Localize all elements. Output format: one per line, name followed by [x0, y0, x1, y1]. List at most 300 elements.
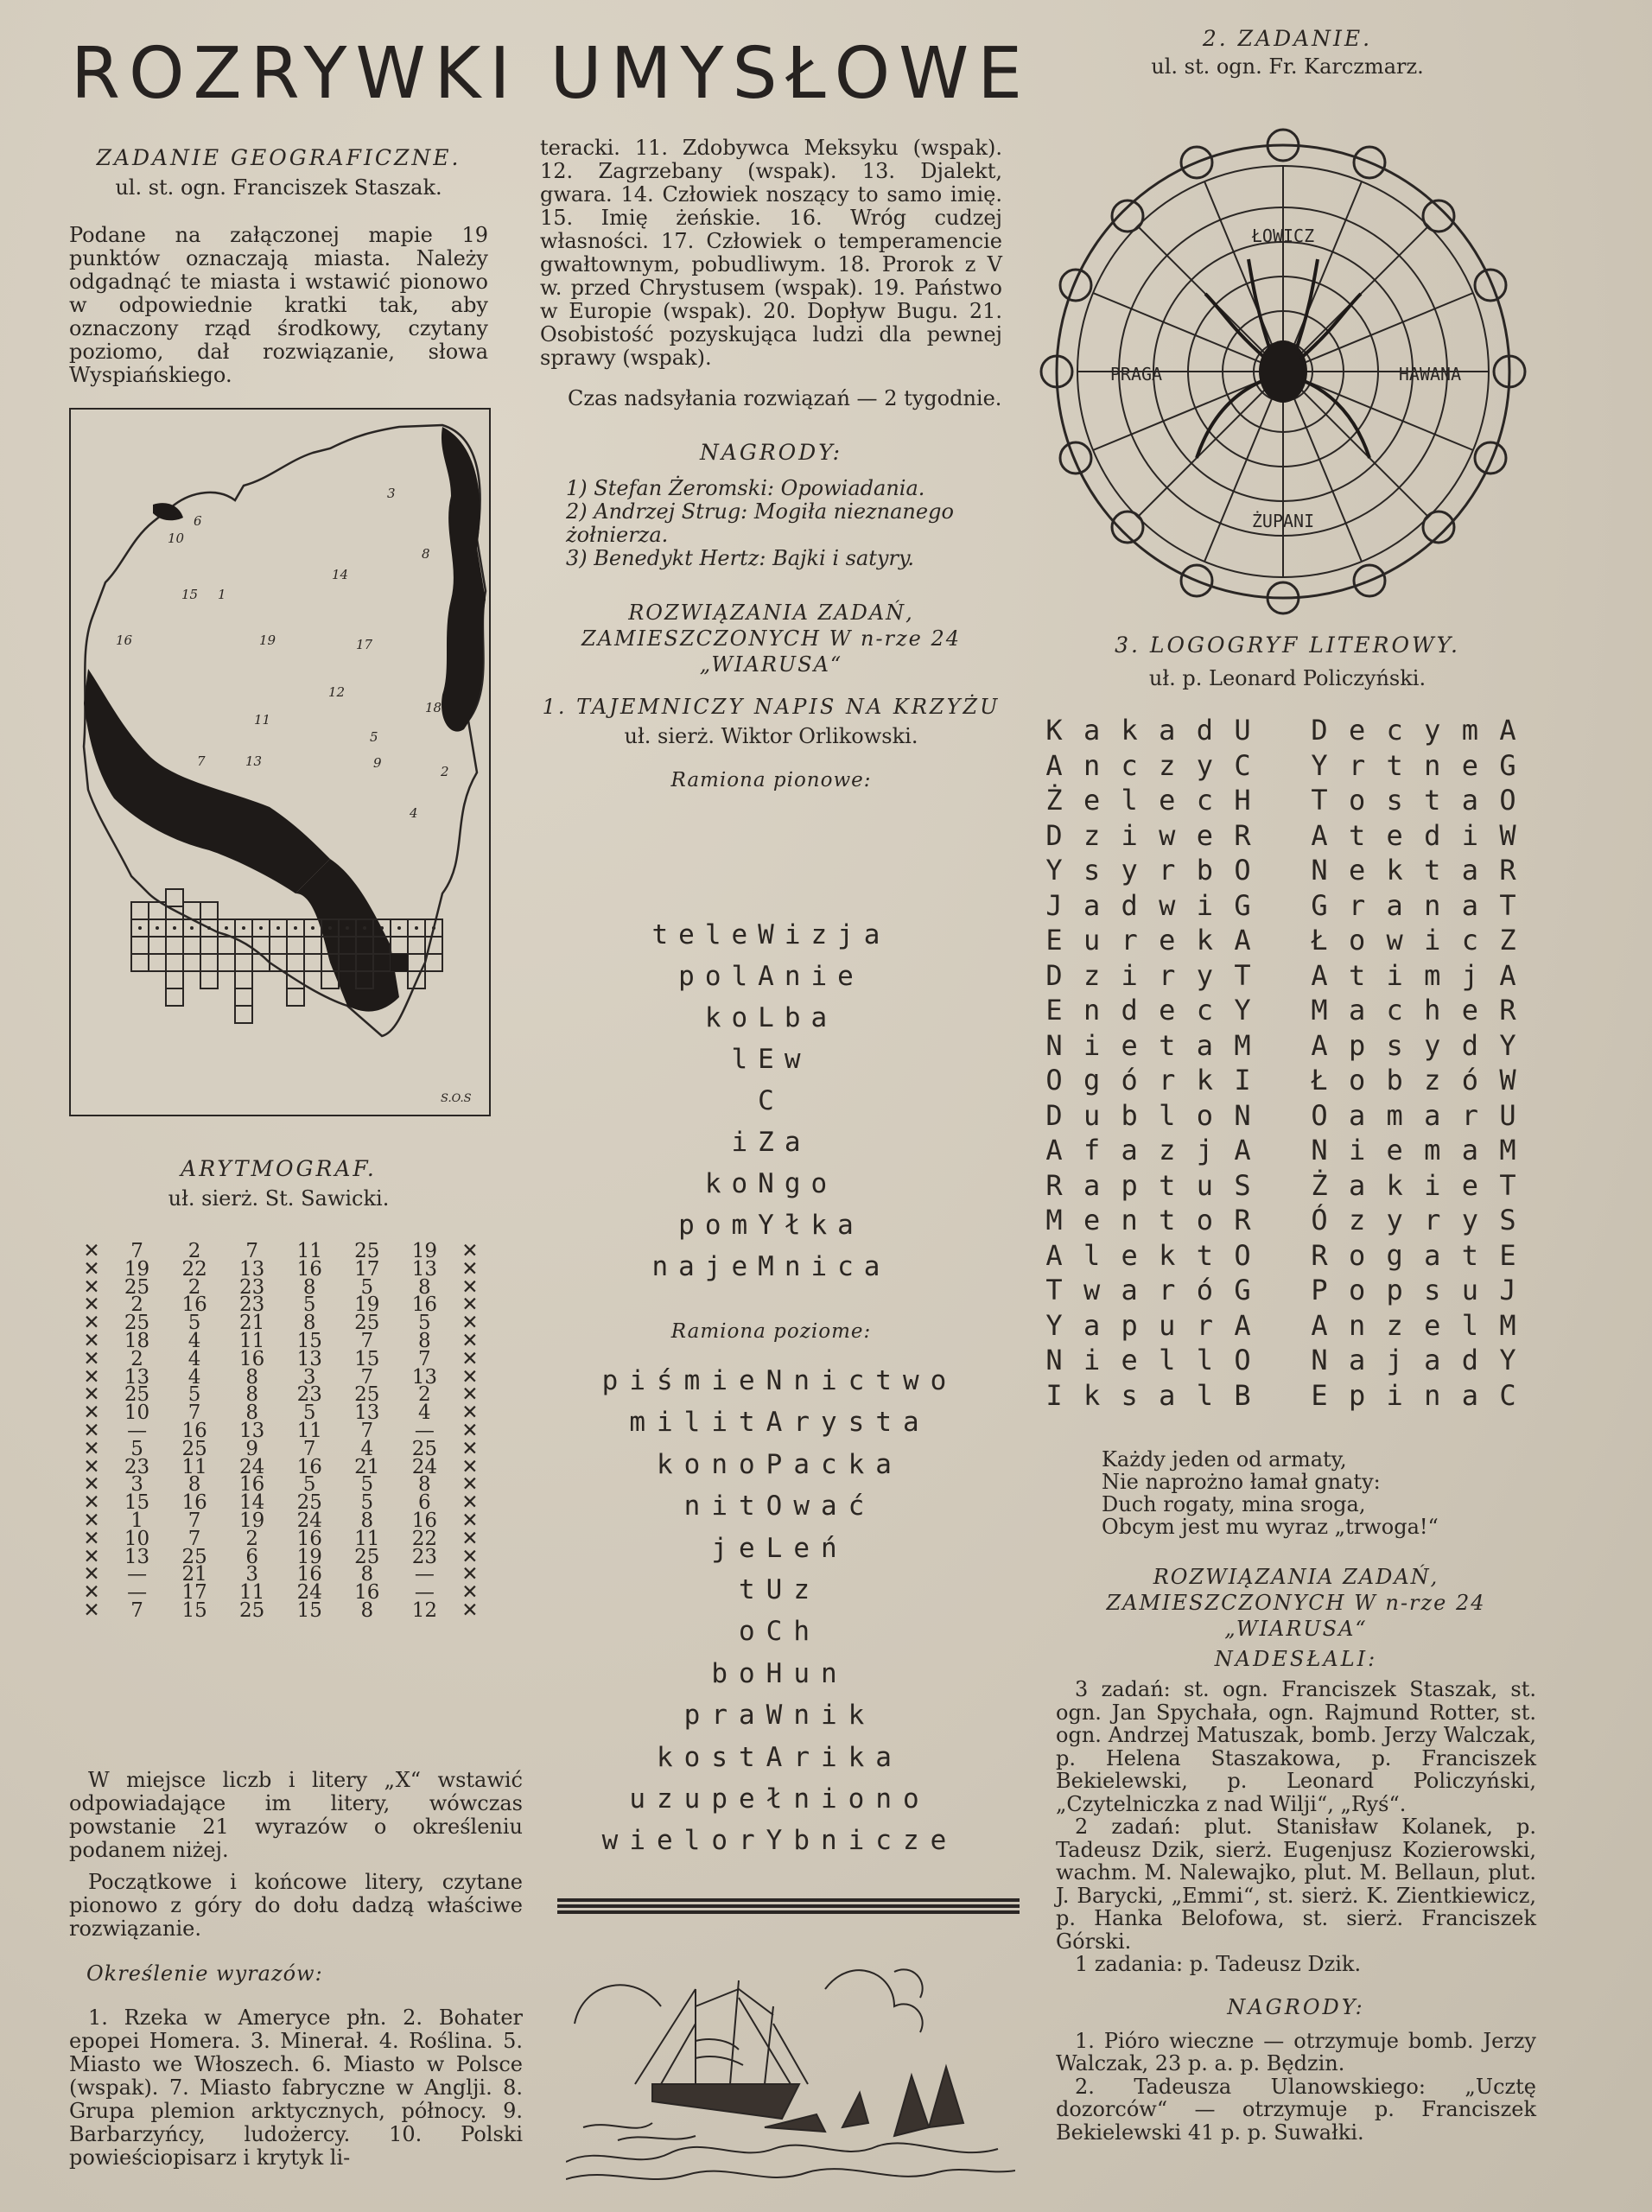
logogryf-letter: n [1424, 748, 1441, 782]
x-mark: ✕ [461, 1312, 479, 1335]
number-cell: 16 [296, 1527, 322, 1550]
logogryf-letter: e [1083, 784, 1101, 817]
logogryf-letter: t [1348, 818, 1366, 852]
number-cell: 25 [354, 1312, 380, 1335]
number-cell: 16 [411, 1509, 438, 1532]
number-cell: — [414, 1581, 435, 1605]
svg-text:PRAGA: PRAGA [1109, 364, 1163, 385]
number-cell: 7 [130, 1240, 143, 1262]
number-cell: 25 [181, 1437, 207, 1460]
map-point: 9 [373, 755, 382, 771]
number-cell: 19 [296, 1545, 322, 1568]
x-mark: ✕ [461, 1545, 479, 1568]
logogryf-letter: t [1348, 958, 1366, 992]
number-cell: 2 [187, 1275, 201, 1299]
logogryf-letter: M [1499, 1134, 1516, 1166]
logogryf-letter: n [1424, 888, 1441, 922]
definitions-continued [540, 137, 1002, 791]
logogryf-letter: R [1234, 818, 1251, 852]
logogryf-right-column [1306, 714, 1521, 1414]
number-cell: 8 [187, 1473, 201, 1497]
logogryf-letter: e [1159, 784, 1176, 817]
x-mark: ✕ [83, 1473, 100, 1497]
number-cell: 19 [124, 1257, 150, 1281]
logogryf-letter: s [1121, 1378, 1138, 1412]
x-mark: ✕ [461, 1329, 479, 1352]
number-cell: 4 [360, 1437, 374, 1460]
logogryf-letter: a [1159, 714, 1176, 747]
svg-text:HAWANA: HAWANA [1398, 364, 1462, 385]
logogryf-letter: d [1121, 888, 1138, 922]
logogryf-word [1306, 1379, 1521, 1414]
logogryf-letter: c [1121, 748, 1138, 782]
logogryf-letter: b [1386, 1064, 1403, 1096]
logogryf-word [1306, 1064, 1521, 1099]
number-cell: 5 [302, 1402, 316, 1425]
number-cell: 13 [124, 1365, 150, 1389]
number-cell: 24 [296, 1581, 322, 1605]
x-mark: ✕ [461, 1365, 479, 1389]
logogryf-letter: U [1499, 1098, 1516, 1132]
logogryf-letter: I [1234, 1064, 1251, 1096]
logogryf-letter: m [1424, 958, 1441, 992]
logogryf-letter: p [1121, 1168, 1138, 1202]
map-point: 15 [181, 587, 199, 602]
number-cell: 7 [360, 1365, 374, 1389]
cross-heading: 1. TAJEMNICZY NAPIS NA KRZYŻU [542, 695, 1001, 719]
vertical-heading: Ramiona pionowe: [670, 769, 872, 791]
logogryf-letter: s [1083, 854, 1101, 887]
number-cell: 13 [239, 1257, 265, 1281]
logogryf-word [1306, 1169, 1521, 1205]
x-mark: ✕ [461, 1402, 479, 1425]
logogryf-letter: n [1083, 994, 1101, 1027]
number-cell: 7 [302, 1437, 316, 1460]
logogryf-letter: R [1499, 994, 1516, 1027]
logogryf-letter: r [1159, 854, 1176, 887]
cross-author: uł. sierż. Wiktor Orlikowski. [624, 724, 918, 748]
number-cell: 11 [181, 1455, 207, 1478]
logogryf-letter: o [1348, 784, 1366, 817]
number-cell: 8 [245, 1402, 258, 1425]
number-cell: 2 [187, 1240, 201, 1262]
logogryf-letter: a [1159, 1378, 1176, 1412]
number-cell: 19 [354, 1294, 380, 1317]
logogryf-letter: d [1461, 1344, 1478, 1376]
number-cell: 16 [354, 1581, 380, 1605]
logogryf-letter: w [1159, 888, 1176, 922]
number-cell: 16 [411, 1294, 438, 1317]
map-point: 14 [332, 567, 349, 582]
logogryf-letter: y [1196, 748, 1213, 782]
number-cell: 25 [124, 1383, 150, 1407]
number-cell: 2 [130, 1347, 143, 1370]
logogryf-letter: e [1461, 748, 1478, 782]
number-cell: 18 [124, 1329, 150, 1352]
number-cell: 15 [124, 1491, 150, 1515]
number-cell: 16 [239, 1473, 265, 1497]
senders-two: 2 zadań: plut. Stanisław Kolanek, p. Tadeusz Dzik, sierż. Eugenjusz Kozierowski, wachm. M. Nalewajko, plut. M. Bellaun, plut. J. Barycki, „Emmi“, st. sierż. K. Zientkiewicz, p. Hanka Belofowa, st. sierż. Franciszek Górski. [1056, 1815, 1536, 1954]
logogryf-letter: y [1196, 958, 1213, 992]
logogryf-word [1306, 994, 1521, 1029]
logogryf-letter: A [1499, 958, 1516, 992]
logogryf-letter: u [1159, 1308, 1176, 1342]
number-cell: 8 [418, 1329, 431, 1352]
logogryf-letter: l [1159, 1098, 1176, 1132]
logogryf-letter: y [1386, 1204, 1403, 1236]
x-mark: ✕ [461, 1509, 479, 1532]
logogryf-letter: D [1311, 714, 1328, 747]
logogryf-letter: N [1234, 1098, 1251, 1132]
logogryf-letter: a [1348, 1168, 1366, 1202]
logogryf-letter: m [1386, 1098, 1403, 1132]
logogryf-word [1041, 1029, 1255, 1065]
horizontal-heading: Ramiona poziome: [670, 1320, 872, 1343]
logogryf-letter: n [1424, 1378, 1441, 1412]
number-cell: 8 [245, 1365, 258, 1389]
logogryf-word [1041, 1344, 1255, 1379]
prizes2-item2: 2. Tadeusza Ulanowskiego: „Ucztę dozorców“ — otrzymuje p. Franciszek Bekielewski 41 p. p. Suwałki. [1056, 2074, 1536, 2145]
logogryf-word [1306, 1134, 1521, 1169]
logogryf-letter: e [1159, 924, 1176, 957]
logogryf-letter: r [1461, 1098, 1478, 1132]
logogryf-letter: a [1348, 1098, 1366, 1132]
x-mark: ✕ [83, 1275, 100, 1299]
prizes2-item1: 1. Pióro wieczne — otrzymuje bomb. Jerzy Walczak, 23 p. a. p. Będzin. [1056, 2028, 1536, 2075]
logogryf-letter: E [1045, 994, 1063, 1027]
x-mark: ✕ [83, 1455, 100, 1478]
logogryf-header [1028, 632, 1547, 690]
logogryf-letter: f [1083, 1134, 1101, 1166]
horiz-word: jeLeń [711, 1532, 848, 1564]
number-cell: 16 [181, 1419, 207, 1442]
logogryf-letter: G [1234, 888, 1251, 922]
logogryf-letter: e [1121, 1238, 1138, 1272]
number-cell: 23 [411, 1545, 438, 1568]
logogryf-letter: n [1121, 1204, 1138, 1236]
number-cell: 21 [181, 1563, 207, 1586]
number-cell: 5 [187, 1383, 201, 1407]
logogryf-letter: D [1045, 1098, 1063, 1132]
logogryf-letter: r [1159, 1064, 1176, 1096]
prizes-heading: NAGRODY: [699, 440, 843, 465]
logogryf-letter: l [1159, 1344, 1176, 1376]
prize-item: 1) Stefan Żeromski: Opowiadania. [566, 476, 925, 500]
x-mark: ✕ [83, 1509, 100, 1532]
number-cell: 5 [302, 1473, 316, 1497]
number-cell: 7 [360, 1329, 374, 1352]
logogryf-letter: d [1121, 994, 1138, 1027]
logogryf-word [1041, 1309, 1255, 1344]
logogryf-letter: t [1159, 1028, 1176, 1062]
logogryf-letter: e [1196, 818, 1213, 852]
logogryf-letter: G [1234, 1274, 1251, 1306]
logogryf-letter: O [1045, 1064, 1063, 1096]
logogryf-letter: A [1499, 714, 1516, 747]
number-cell: 7 [187, 1402, 201, 1425]
logogryf-letter: g [1386, 1238, 1403, 1272]
logogryf-letter: p [1348, 1028, 1366, 1062]
logogryf-letter: c [1196, 784, 1213, 817]
number-cell: 13 [239, 1419, 265, 1442]
number-cell: 25 [354, 1383, 380, 1407]
number-cell: 13 [354, 1402, 380, 1425]
number-cell: 7 [130, 1599, 143, 1622]
logogryf-letter: i [1121, 818, 1138, 852]
logogryf-letter: r [1121, 924, 1138, 957]
number-cell: 23 [296, 1383, 322, 1407]
logogryf-letter: A [1311, 1028, 1328, 1062]
logogryf-letter: T [1499, 1168, 1516, 1202]
logogryf-letter: y [1424, 714, 1441, 747]
logogryf-letter: Y [1499, 1344, 1516, 1376]
number-cell: 8 [360, 1509, 374, 1532]
logogryf-letter: r [1348, 748, 1366, 782]
number-cell: 5 [360, 1275, 374, 1299]
logogryf-letter: s [1424, 1274, 1441, 1306]
logogryf-letter: K [1045, 714, 1063, 747]
senders-one: 1 zadania: p. Tadeusz Dzik. [1075, 1952, 1362, 1976]
logogryf-letter: a [1083, 1168, 1101, 1202]
spider-web-puzzle [1032, 121, 1534, 622]
logogryf-letter: i [1121, 958, 1138, 992]
x-mark: ✕ [83, 1347, 100, 1370]
geo-author: ul. st. ogn. Franciszek Staszak. [115, 175, 442, 200]
prize-item: 3) Benedykt Hertz: Bajki i satyry. [566, 546, 914, 570]
number-cell: 23 [239, 1275, 265, 1299]
logogryf-letter: j [1196, 1134, 1213, 1166]
logogryf-letter: z [1159, 1134, 1176, 1166]
horiz-word: uzupełniono [629, 1783, 931, 1815]
logogryf-letter: t [1424, 854, 1441, 887]
x-mark: ✕ [83, 1240, 100, 1262]
number-cell: 5 [130, 1437, 143, 1460]
logogryf-letter: t [1196, 1238, 1213, 1272]
x-mark: ✕ [83, 1294, 100, 1317]
number-cell: 25 [296, 1491, 322, 1515]
logogryf-letter: G [1499, 748, 1516, 782]
number-cell: 7 [187, 1527, 201, 1550]
logogryf-word [1041, 749, 1255, 785]
number-cell: 15 [296, 1329, 322, 1352]
definitions-part2: teracki. 11. Zdobywca Meksyku (wspak). 12. Zagrzebany (wspak). 13. Djalekt, gwara. 14. Człowiek noszący to samo imię. 15. Imię żeńskie. 16. Wróg cudzej własności. 17. Człowiek o temperamencie gwałtownym, pobudliwym. 18. Prorok z V w. przed Chrystusem (wspak). 19. Państwo w Europie (wspak). 20. Dopływ Bugu. 21. Osobistość pozyskująca ludzi dla pewnej sprawy (wspak). [540, 136, 1002, 370]
logogryf-letter: S [1499, 1204, 1516, 1236]
logogryf-letter: e [1121, 1028, 1138, 1062]
logogryf-letter: n [1083, 748, 1101, 782]
logogryf-letter: z [1083, 818, 1101, 852]
arytmograf-author: uł. sierż. St. Sawicki. [168, 1186, 390, 1211]
zadanie2-author: ul. st. ogn. Fr. Karczmarz. [1151, 54, 1424, 79]
logogryf-letter: p [1121, 1308, 1138, 1342]
definitions-part1: 1. Rzeka w Ameryce płn. 2. Bohater epopei Homera. 3. Minerał. 4. Roślina. 5. Miasto we Włoszech. 6. Miasto w Polsce (wspak). 7. Miasto fabryczne w Anglji. 8. Grupa plemion arktycznych, północy. 9. Barbarzyńcy, ludożercy. 10. Polski powieściopisarz i krytyk li- [69, 2005, 523, 2170]
map-point: 7 [197, 753, 206, 769]
logogryf-letter: s [1386, 784, 1403, 817]
logogryf-letter: e [1159, 994, 1176, 1027]
definitions-heading: Określenie wyrazów: [86, 1961, 323, 1986]
logogryf-letter: b [1121, 1098, 1138, 1132]
number-cell: 15 [181, 1599, 207, 1622]
logogryf-word [1306, 819, 1521, 855]
logogryf-letter: a [1461, 854, 1478, 887]
horiz-word: oCh [739, 1616, 821, 1648]
number-cell: 17 [354, 1257, 380, 1281]
poem-line: Obcym jest mu wyraz „trwoga!“ [1102, 1515, 1439, 1539]
logogryf-word [1306, 1274, 1521, 1309]
logogryf-letter: a [1461, 888, 1478, 922]
logogryf-word [1306, 749, 1521, 785]
logogryf-letter: e [1083, 1204, 1101, 1236]
number-cell: 6 [418, 1491, 431, 1515]
logogryf-letter: z [1386, 1308, 1403, 1342]
number-cell: 25 [354, 1545, 380, 1568]
horiz-word: piśmieNnictwo [601, 1365, 958, 1396]
logogryf-letter: E [1499, 1238, 1516, 1272]
logogryf-letter: E [1045, 924, 1063, 957]
number-cell: 11 [239, 1581, 265, 1605]
number-cell: 6 [245, 1545, 258, 1568]
horiz-word: boHun [711, 1657, 848, 1689]
logogryf-letter: W [1499, 1064, 1516, 1096]
logogryf-word [1306, 1309, 1521, 1344]
logogryf-letter: A [1311, 818, 1328, 852]
number-cell: 17 [181, 1581, 207, 1605]
arytmograf-instr1: W miejsce liczb i litery „X“ wstawić odpowiadające im litery, wówczas powstanie 21 wyrazów o określeniu podanem niżej. [69, 1768, 523, 1862]
logogryf-letter: O [1234, 854, 1251, 887]
logogryf-letter: a [1083, 888, 1101, 922]
number-cell: 5 [360, 1473, 374, 1497]
x-mark: ✕ [83, 1312, 100, 1335]
logogryf-word [1306, 784, 1521, 819]
logogryf-letter: O [1499, 784, 1516, 817]
logogryf-word [1306, 924, 1521, 959]
number-cell: 11 [296, 1419, 322, 1442]
geo-map [69, 408, 491, 1116]
decorative-rules [557, 1896, 1020, 1916]
logogryf-letter: e [1461, 994, 1478, 1027]
logogryf-letter: i [1386, 1378, 1403, 1412]
logogryf-word [1041, 714, 1255, 749]
zadanie2-header [1028, 26, 1547, 79]
logogryf-letter: l [1196, 1378, 1213, 1412]
logogryf-letter: i [1424, 924, 1441, 957]
logogryf-letter: ó [1196, 1274, 1213, 1306]
logogryf-word [1041, 854, 1255, 889]
number-cell: 22 [181, 1257, 207, 1281]
logogryf-letter: s [1386, 1028, 1403, 1062]
x-mark: ✕ [83, 1527, 100, 1550]
logogryf-letter: Ż [1311, 1168, 1328, 1202]
map-point: 11 [254, 712, 271, 728]
logogryf-letter: R [1311, 1238, 1328, 1272]
x-mark: ✕ [461, 1473, 479, 1497]
logogryf-letter: A [1311, 958, 1328, 992]
number-cell: 2 [418, 1383, 431, 1407]
logogryf-letter: A [1045, 1238, 1063, 1272]
logogryf-letter: O [1234, 1344, 1251, 1376]
logogryf-letter: b [1196, 854, 1213, 887]
logogryf-letter: e [1121, 1344, 1138, 1376]
x-mark: ✕ [83, 1402, 100, 1425]
logogryf-letter: G [1311, 888, 1328, 922]
number-cell: 8 [418, 1275, 431, 1299]
horiz-word: militArysta [629, 1407, 931, 1439]
logogryf-author: uł. p. Leonard Policzyński. [1148, 666, 1426, 690]
logogryf-letter: Y [1499, 1028, 1516, 1062]
logogryf-letter: i [1196, 888, 1213, 922]
number-cell: — [127, 1563, 148, 1586]
horiz-word: tUz [739, 1573, 821, 1605]
number-cell: 16 [296, 1455, 322, 1478]
logogryf-letter: a [1121, 1274, 1138, 1306]
logogryf-letter: d [1461, 1028, 1478, 1062]
logogryf-letter: a [1461, 1134, 1478, 1166]
horiz-word: wielorYbnicze [601, 1825, 958, 1857]
number-cell: 5 [418, 1312, 431, 1335]
arytmograf-instr2: Początkowe i końcowe litery, czytane pionowo z góry do dołu dadzą właściwe rozwiązanie. [69, 1870, 523, 1941]
logogryf-left-column [1041, 714, 1255, 1414]
logogryf-letter: Ł [1311, 924, 1328, 957]
logogryf-letter: a [1196, 1028, 1213, 1062]
poem [1102, 1448, 1551, 1538]
logogryf-word [1041, 1204, 1255, 1239]
prize-item: 2) Andrzej Strug: Mogiła nieznanego żołnierza. [566, 499, 954, 547]
logogryf-letter: Ł [1311, 1064, 1328, 1096]
x-mark: ✕ [83, 1545, 100, 1568]
logogryf-letter: t [1159, 1204, 1176, 1236]
arytmograf-heading: ARYTMOGRAF. [181, 1156, 377, 1181]
logogryf-letter: o [1196, 1204, 1213, 1236]
logogryf-letter: a [1121, 1134, 1138, 1166]
arytmograf-instructions [69, 1769, 523, 2170]
logogryf-letter: y [1424, 1028, 1441, 1062]
logogryf-letter: U [1234, 714, 1251, 747]
logogryf-letter: e [1386, 1134, 1403, 1166]
logogryf-letter: a [1386, 888, 1403, 922]
horizontal-words [540, 1365, 1020, 1867]
logogryf-word [1306, 714, 1521, 749]
number-cell: 24 [296, 1509, 322, 1532]
number-cell: 13 [296, 1347, 322, 1370]
number-cell: 22 [411, 1527, 438, 1550]
logogryf-word [1306, 1099, 1521, 1135]
logogryf-word [1041, 924, 1255, 959]
number-cell: 21 [239, 1312, 265, 1335]
senders-three: 3 zadań: st. ogn. Franciszek Staszak, st. ogn. Jan Spychała, ogn. Rajmund Rotter, st. ogn. Andrzej Matuszak, bomb. Jerzy Walczak, p. Helena Staszakowa, p. Franciszek Bekielewski, p. Leonard Policzyński, „Czytelniczka z nad Wilji“, „Ryś“. [1056, 1677, 1536, 1816]
logogryf-word [1041, 784, 1255, 819]
logogryf-letter: k [1159, 1238, 1176, 1272]
logogryf-letter: N [1045, 1028, 1063, 1062]
logogryf-letter: A [1311, 1308, 1328, 1342]
arytmograf-header [69, 1156, 488, 1211]
page-title: ROZRYWKI UMYSŁOWE [71, 33, 1032, 115]
logogryf-letter: J [1045, 888, 1063, 922]
map-point: 16 [116, 632, 133, 648]
logogryf-letter: e [1386, 818, 1403, 852]
logogryf-letter: c [1196, 994, 1213, 1027]
number-cell: 16 [296, 1563, 322, 1586]
geo-heading: ZADANIE GEOGRAFICZNE. [96, 145, 461, 170]
logogryf-letter: i [1083, 1344, 1101, 1376]
logogryf-letter: z [1424, 1064, 1441, 1096]
logogryf-letter: m [1424, 1134, 1441, 1166]
logogryf-word [1306, 854, 1521, 889]
solutions-heading: ROZWIĄZANIA ZADAŃ, ZAMIESZCZONYCH W n-rze 24 „WIARUSA“ [581, 601, 962, 677]
logogryf-letter: a [1348, 1344, 1366, 1376]
logogryf-letter: C [1499, 1378, 1516, 1412]
number-cell: 4 [418, 1402, 431, 1425]
logogryf-letter: o [1348, 924, 1366, 957]
logogryf-letter: z [1159, 748, 1176, 782]
